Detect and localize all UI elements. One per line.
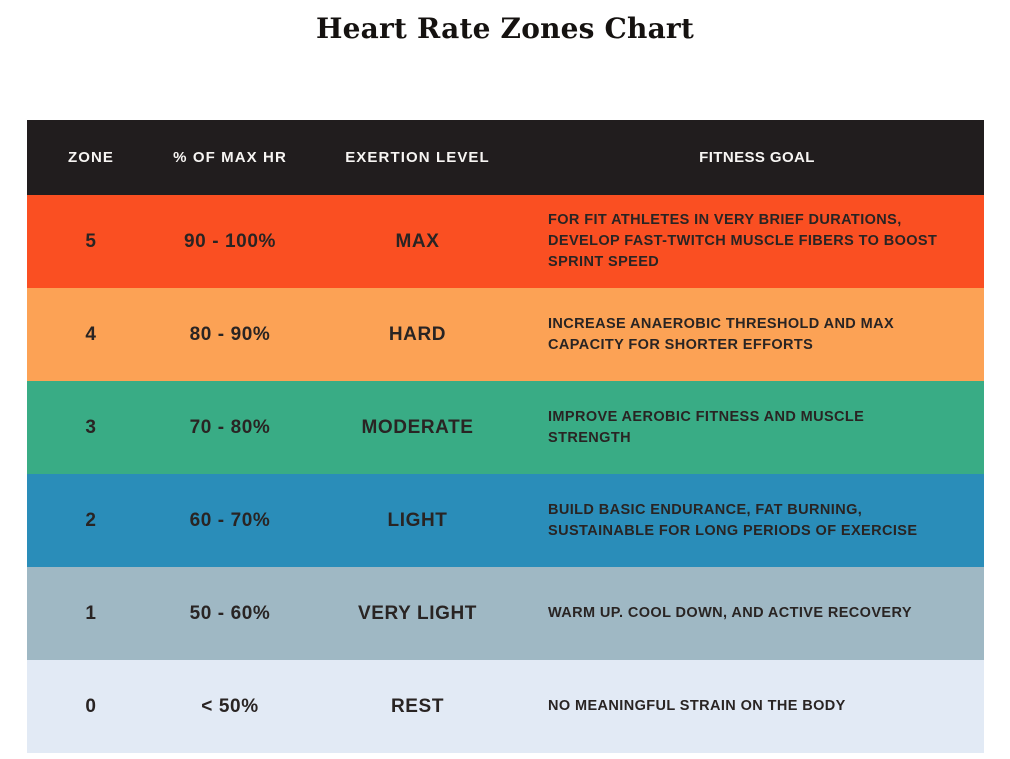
column-header-exertion-level: EXERTION LEVEL xyxy=(345,149,490,166)
zone-cell: 5 xyxy=(85,230,97,252)
fitness-goal-cell: BUILD BASIC ENDURANCE, FAT BURNING, SUSTAINABLE FOR LONG PERIODS OF EXERCISE xyxy=(548,501,918,539)
exertion-cell: LIGHT xyxy=(387,509,448,531)
zone-cell: 2 xyxy=(85,509,97,531)
max-hr-cell: 90 - 100% xyxy=(183,230,276,252)
column-header-fitness-goal: FITNESS GOAL xyxy=(699,149,815,166)
table-row-zone-2 xyxy=(27,474,984,567)
exertion-cell: MODERATE xyxy=(361,416,474,438)
exertion-cell: REST xyxy=(390,695,445,717)
exertion-cell: VERY LIGHT xyxy=(358,602,477,624)
fitness-goal-cell: NO MEANINGFUL STRAIN ON THE BODY xyxy=(548,698,846,714)
max-hr-cell: 60 - 70% xyxy=(189,509,271,531)
exertion-cell: HARD xyxy=(388,323,447,345)
page-title: Heart Rate Zones Chart xyxy=(315,12,695,45)
max-hr-cell: 80 - 90% xyxy=(189,323,271,345)
table-header-row xyxy=(27,120,984,195)
table-row-zone-0 xyxy=(27,660,984,753)
fitness-goal-cell: IMPROVE AEROBIC FITNESS AND MUSCLE STRENGTH xyxy=(548,408,865,446)
fitness-goal-cell: FOR FIT ATHLETES IN VERY BRIEF DURATIONS, DEVELOP FAST-TWITCH MUSCLE FIBERS TO BOOST SPRINT SPEED xyxy=(548,212,938,270)
zone-cell: 1 xyxy=(85,602,97,624)
heart-rate-zones-table xyxy=(27,120,984,753)
table-row-zone-4 xyxy=(27,288,984,381)
table-row-zone-1 xyxy=(27,567,984,660)
column-header-max-hr: % OF MAX HR xyxy=(173,149,287,166)
max-hr-cell: < 50% xyxy=(201,695,259,717)
page xyxy=(0,12,1010,759)
zone-cell: 0 xyxy=(85,695,97,717)
zone-cell: 3 xyxy=(85,416,97,438)
table-row-zone-3 xyxy=(27,381,984,474)
exertion-cell: MAX xyxy=(395,230,440,252)
max-hr-cell: 70 - 80% xyxy=(189,416,271,438)
zone-cell: 4 xyxy=(85,323,97,345)
table-row-zone-5 xyxy=(27,195,984,288)
fitness-goal-cell: INCREASE ANAEROBIC THRESHOLD AND MAX CAPACITY FOR SHORTER EFFORTS xyxy=(548,315,895,353)
column-header-zone: ZONE xyxy=(67,149,115,166)
fitness-goal-cell: WARM UP. COOL DOWN, AND ACTIVE RECOVERY xyxy=(548,605,912,621)
max-hr-cell: 50 - 60% xyxy=(189,602,271,624)
